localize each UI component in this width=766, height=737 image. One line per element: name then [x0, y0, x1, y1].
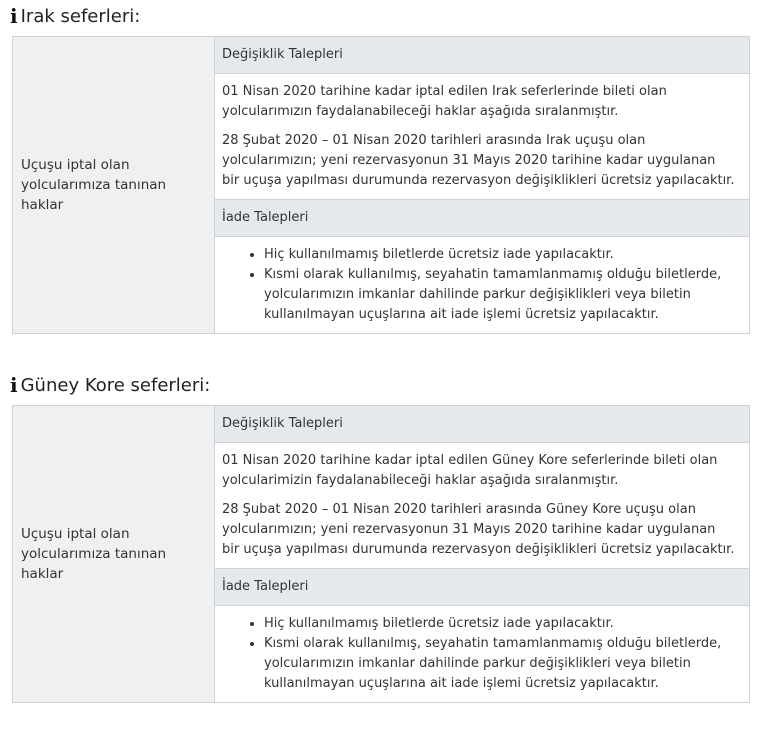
change-paragraph-2: 28 Şubat 2020 – 01 Nisan 2020 tarihleri arasında Irak uçuşu olan yolcularımızın; yeni rezervasyonun 31 Mayıs 2020 tarihine kadar uygulanan bir uçuşa yapılması durumunda rezervasyon değişiklikleri ücretsiz yapılacaktır.	[222, 133, 735, 188]
refund-list	[222, 245, 735, 325]
refund-list-item: • Kısmi olarak kullanılmış, seyahatin tamamlanmamış olduğu biletlerde, yolcularımızın imkanlar dahilinde parkur değişiklikleri veya biletin kullanılmayan uçuşlarına ait iade işlemi ücretsiz yapılacaktır.	[264, 634, 735, 694]
rights-label: Uçuşu iptal olan yolcularımıza tanınan haklar	[13, 37, 215, 334]
change-paragraph-1: 01 Nisan 2020 tarihine kadar iptal edilen Irak seferlerinde bileti olan yolcularımızın faydalanabileceği haklar aşağıda sıralanmıştır.	[222, 84, 667, 119]
info-icon: i	[10, 373, 18, 397]
change-paragraph-2: 28 Şubat 2020 – 01 Nisan 2020 tarihleri arasında Güney Kore uçuşu olan yolcularımızın; yeni rezervasyonun 31 Mayıs 2020 tarihine kadar uygulanan bir uçuşa yapılması durumunda rezervasyon değişiklikleri ücretsiz yapılacaktır.	[222, 502, 735, 557]
refund-list-item: • Kısmi olarak kullanılmış, seyahatin tamamlanmamış olduğu biletlerde, yolcularımızın imkanlar dahilinde parkur değişiklikleri veya biletin kullanılmayan uçuşlarına ait iade işlemi ücretsiz yapılacaktır.	[264, 265, 735, 325]
refund-requests-body	[215, 606, 750, 703]
refund-requests-header: İade Talepleri	[215, 200, 750, 237]
refund-list-item: • Hiç kullanılmamış biletlerde ücretsiz iade yapılacaktır.	[264, 614, 735, 634]
rights-table-guney-kore	[12, 405, 750, 703]
section-title-irak	[10, 3, 140, 29]
change-requests-body	[215, 443, 750, 569]
refund-requests-header: İade Talepleri	[215, 569, 750, 606]
change-requests-header: Değişiklik Talepleri	[215, 406, 750, 443]
info-icon: i	[10, 4, 18, 28]
section-title-text: Güney Kore seferleri:	[20, 374, 211, 396]
rights-table-irak	[12, 36, 750, 334]
section-title-guney-kore	[10, 372, 210, 398]
section-title-text: Irak seferleri:	[20, 5, 141, 27]
refund-requests-body	[215, 237, 750, 334]
change-paragraph-1: 01 Nisan 2020 tarihine kadar iptal edilen Güney Kore seferlerinde bileti olan yolcularimizin faydalanabileceği haklar aşağıda sıralanmıştır.	[222, 453, 718, 488]
refund-list	[222, 614, 735, 694]
rights-label: Uçuşu iptal olan yolcularımıza tanınan haklar	[13, 406, 215, 703]
refund-list-item: • Hiç kullanılmamış biletlerde ücretsiz iade yapılacaktır.	[264, 245, 735, 265]
change-requests-body	[215, 74, 750, 200]
change-requests-header: Değişiklik Talepleri	[215, 37, 750, 74]
